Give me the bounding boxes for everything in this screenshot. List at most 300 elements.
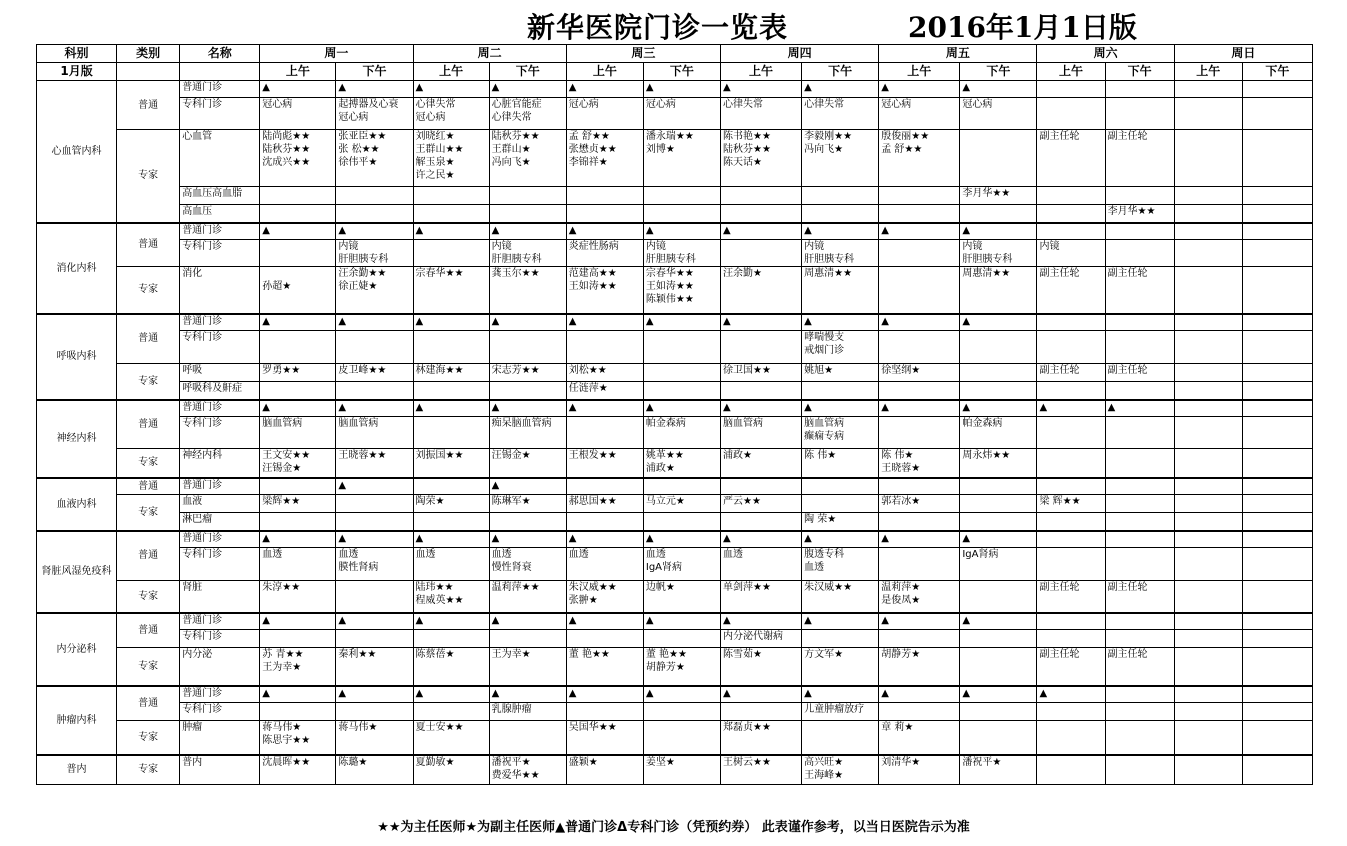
schedule-cell bbox=[336, 630, 413, 648]
schedule-cell bbox=[336, 513, 413, 531]
schedule-cell bbox=[1174, 478, 1242, 495]
schedule-cell: 汪锡金★ bbox=[489, 449, 566, 478]
schedule-cell: 梁辉★★ bbox=[260, 495, 336, 513]
schedule-cell bbox=[879, 267, 960, 314]
schedule-cell: ▲ bbox=[643, 314, 720, 331]
schedule-cell: 郝思国★★ bbox=[566, 495, 643, 513]
schedule-cell: 罗勇★★ bbox=[260, 364, 336, 382]
schedule-cell bbox=[1037, 81, 1105, 98]
department-cell: 肾脏风湿免疫科 bbox=[37, 531, 117, 613]
schedule-cell: 陈 伟★ bbox=[802, 449, 879, 478]
schedule-cell bbox=[1242, 205, 1312, 223]
header-pm: 下午 bbox=[960, 63, 1037, 81]
clinic-name-cell: 神经内科 bbox=[180, 449, 260, 478]
schedule-cell: 冠心病 bbox=[566, 98, 643, 130]
category-cell: 专家 bbox=[117, 581, 180, 613]
schedule-cell bbox=[643, 331, 720, 364]
schedule-cell: 内镜 肝胆胰专科 bbox=[802, 240, 879, 267]
schedule-cell bbox=[1037, 314, 1105, 331]
department-cell: 肿瘤内科 bbox=[37, 686, 117, 755]
table-row bbox=[37, 267, 1313, 314]
schedule-cell bbox=[1174, 223, 1242, 240]
schedule-cell: 副主任轮 bbox=[1037, 581, 1105, 613]
schedule-cell: 内镜 肝胆胰专科 bbox=[643, 240, 720, 267]
schedule-cell bbox=[1174, 98, 1242, 130]
schedule-cell: ▲ bbox=[260, 314, 336, 331]
header-row-days bbox=[37, 45, 1313, 63]
table-row bbox=[37, 449, 1313, 478]
schedule-cell: ▲ bbox=[566, 81, 643, 98]
schedule-cell bbox=[1105, 755, 1174, 785]
schedule-cell: IgA肾病 bbox=[960, 548, 1037, 581]
schedule-cell: 炎症性肠病 bbox=[566, 240, 643, 267]
schedule-cell bbox=[879, 417, 960, 449]
header-day-sat: 周六 bbox=[1037, 45, 1174, 63]
clinic-name-cell: 淋巴瘤 bbox=[180, 513, 260, 531]
table-row bbox=[37, 382, 1313, 400]
schedule-cell bbox=[1242, 331, 1312, 364]
schedule-cell: 汪余勤★ bbox=[721, 267, 802, 314]
department-cell: 呼吸内科 bbox=[37, 314, 117, 400]
category-cell: 普通 bbox=[117, 314, 180, 364]
schedule-cell: 副主任轮 bbox=[1105, 364, 1174, 382]
clinic-name-cell: 普通门诊 bbox=[180, 531, 260, 548]
schedule-cell bbox=[260, 630, 336, 648]
header-empty bbox=[180, 63, 260, 81]
schedule-cell: ▲ bbox=[802, 400, 879, 417]
schedule-cell bbox=[879, 548, 960, 581]
schedule-cell: 朱汉威★★ 张翀★ bbox=[566, 581, 643, 613]
schedule-cell bbox=[336, 581, 413, 613]
header-am: 上午 bbox=[721, 63, 802, 81]
schedule-cell: 蒋马伟★ bbox=[336, 721, 413, 755]
schedule-cell bbox=[413, 478, 489, 495]
schedule-cell bbox=[1174, 187, 1242, 205]
schedule-cell: ▲ bbox=[879, 400, 960, 417]
clinic-name-cell: 普通门诊 bbox=[180, 400, 260, 417]
schedule-cell bbox=[1242, 130, 1312, 187]
schedule-cell bbox=[643, 205, 720, 223]
page-title bbox=[0, 2, 1347, 42]
schedule-cell bbox=[1242, 81, 1312, 98]
category-cell: 专家 bbox=[117, 648, 180, 686]
clinic-name-cell: 高血压 bbox=[180, 205, 260, 223]
schedule-cell: 范建高★★ 王如涛★★ bbox=[566, 267, 643, 314]
schedule-cell bbox=[1105, 495, 1174, 513]
schedule-cell: 副主任轮 bbox=[1105, 648, 1174, 686]
schedule-cell bbox=[1242, 686, 1312, 703]
table-row bbox=[37, 205, 1313, 223]
schedule-cell bbox=[1242, 755, 1312, 785]
schedule-cell: 郑磊贞★★ bbox=[721, 721, 802, 755]
schedule-cell: 内镜 肝胆胰专科 bbox=[336, 240, 413, 267]
schedule-cell: 副主任轮 bbox=[1037, 648, 1105, 686]
schedule-cell: 腹透专科 血透 bbox=[802, 548, 879, 581]
department-cell: 普内 bbox=[37, 755, 117, 785]
schedule-cell: ▲ bbox=[489, 81, 566, 98]
table-row bbox=[37, 513, 1313, 531]
schedule-cell bbox=[1242, 613, 1312, 630]
header-day-tue: 周二 bbox=[413, 45, 566, 63]
schedule-cell bbox=[1174, 267, 1242, 314]
clinic-name-cell: 肿瘤 bbox=[180, 721, 260, 755]
schedule-cell: ▲ bbox=[721, 613, 802, 630]
header-day-wed: 周三 bbox=[566, 45, 720, 63]
schedule-cell bbox=[1174, 314, 1242, 331]
schedule-cell: 皮卫峰★★ bbox=[336, 364, 413, 382]
category-cell: 普通 bbox=[117, 613, 180, 648]
schedule-cell: 沈晨晖★★ bbox=[260, 755, 336, 785]
schedule-table bbox=[36, 44, 1313, 785]
schedule-cell: ▲ bbox=[879, 81, 960, 98]
schedule-cell: 陈蔡蓓★ bbox=[413, 648, 489, 686]
schedule-cell: 方文军★ bbox=[802, 648, 879, 686]
schedule-cell: 血透 慢性肾衰 bbox=[489, 548, 566, 581]
schedule-cell: 苏 青★★ 王为幸★ bbox=[260, 648, 336, 686]
schedule-cell bbox=[802, 382, 879, 400]
clinic-name-cell: 呼吸科及鼾症 bbox=[180, 382, 260, 400]
schedule-cell bbox=[1174, 630, 1242, 648]
document-title: 新华医院门诊一览表 bbox=[527, 11, 789, 44]
schedule-cell: ▲ bbox=[721, 531, 802, 548]
schedule-cell: 陶荣★ bbox=[413, 495, 489, 513]
schedule-cell: 帕金森病 bbox=[960, 417, 1037, 449]
schedule-cell bbox=[1037, 478, 1105, 495]
schedule-cell: 陆秋芬★★ 王群山★ 冯向飞★ bbox=[489, 130, 566, 187]
header-row-sessions bbox=[37, 63, 1313, 81]
schedule-cell bbox=[413, 703, 489, 721]
schedule-cell bbox=[1105, 513, 1174, 531]
schedule-cell bbox=[1105, 331, 1174, 364]
schedule-cell: 朱汉威★★ bbox=[802, 581, 879, 613]
schedule-cell: ▲ bbox=[413, 613, 489, 630]
schedule-cell: ▲ bbox=[413, 400, 489, 417]
schedule-cell bbox=[960, 382, 1037, 400]
schedule-cell bbox=[721, 478, 802, 495]
schedule-cell bbox=[1242, 400, 1312, 417]
schedule-cell bbox=[721, 187, 802, 205]
header-pm: 下午 bbox=[1242, 63, 1312, 81]
schedule-cell bbox=[1242, 364, 1312, 382]
schedule-cell bbox=[566, 187, 643, 205]
schedule-cell: 李月华★★ bbox=[1105, 205, 1174, 223]
schedule-cell: ▲ bbox=[879, 531, 960, 548]
schedule-cell: ▲ bbox=[879, 223, 960, 240]
schedule-cell: 刘晓红★ 王群山★★ 解玉泉★ 许之民★ bbox=[413, 130, 489, 187]
schedule-cell bbox=[1174, 581, 1242, 613]
schedule-cell: ▲ bbox=[336, 81, 413, 98]
schedule-cell: 梁 辉★★ bbox=[1037, 495, 1105, 513]
schedule-cell: ▲ bbox=[960, 223, 1037, 240]
category-cell: 普通 bbox=[117, 531, 180, 581]
schedule-cell bbox=[879, 382, 960, 400]
schedule-cell bbox=[1105, 240, 1174, 267]
schedule-cell bbox=[1174, 686, 1242, 703]
clinic-name-cell: 高血压高血脂 bbox=[180, 187, 260, 205]
department-cell: 心血管内科 bbox=[37, 81, 117, 223]
schedule-cell bbox=[336, 205, 413, 223]
schedule-cell: ▲ bbox=[960, 613, 1037, 630]
schedule-cell bbox=[260, 187, 336, 205]
schedule-cell: ▲ bbox=[802, 686, 879, 703]
schedule-cell: 心律失常 bbox=[721, 98, 802, 130]
schedule-cell: ▲ bbox=[960, 531, 1037, 548]
clinic-name-cell: 普通门诊 bbox=[180, 81, 260, 98]
schedule-cell bbox=[489, 721, 566, 755]
schedule-cell bbox=[960, 495, 1037, 513]
schedule-cell: ▲ bbox=[802, 223, 879, 240]
schedule-cell: 徐坚纲★ bbox=[879, 364, 960, 382]
schedule-cell: 秦利★★ bbox=[336, 648, 413, 686]
schedule-cell: 血透 bbox=[413, 548, 489, 581]
schedule-cell bbox=[1174, 400, 1242, 417]
schedule-cell: ▲ bbox=[721, 686, 802, 703]
schedule-cell: 蒋马伟★ 陈思宇★★ bbox=[260, 721, 336, 755]
schedule-cell bbox=[1174, 548, 1242, 581]
category-cell: 普通 bbox=[117, 686, 180, 721]
schedule-cell: ▲ bbox=[489, 314, 566, 331]
schedule-cell: 刘清华★ bbox=[879, 755, 960, 785]
schedule-cell: ▲ bbox=[960, 400, 1037, 417]
schedule-cell bbox=[1105, 417, 1174, 449]
table-row bbox=[37, 400, 1313, 417]
schedule-cell: ▲ bbox=[643, 81, 720, 98]
schedule-cell bbox=[1037, 548, 1105, 581]
schedule-cell bbox=[489, 187, 566, 205]
schedule-cell bbox=[1037, 98, 1105, 130]
schedule-cell: 副主任轮 bbox=[1037, 267, 1105, 314]
schedule-cell: ▲ bbox=[879, 613, 960, 630]
schedule-cell bbox=[879, 331, 960, 364]
department-cell: 内分泌科 bbox=[37, 613, 117, 686]
clinic-name-cell: 专科门诊 bbox=[180, 417, 260, 449]
schedule-cell: ▲ bbox=[721, 223, 802, 240]
schedule-cell: ▲ bbox=[336, 686, 413, 703]
schedule-cell bbox=[643, 703, 720, 721]
schedule-cell: ▲ bbox=[260, 686, 336, 703]
schedule-cell bbox=[1105, 81, 1174, 98]
schedule-cell bbox=[413, 630, 489, 648]
clinic-name-cell: 消化 bbox=[180, 267, 260, 314]
schedule-cell: 脑血管病 bbox=[336, 417, 413, 449]
schedule-cell: ▲ bbox=[1037, 400, 1105, 417]
schedule-cell bbox=[1174, 81, 1242, 98]
table-row bbox=[37, 495, 1313, 513]
header-am: 上午 bbox=[1037, 63, 1105, 81]
table-row bbox=[37, 130, 1313, 187]
schedule-cell bbox=[566, 417, 643, 449]
schedule-cell: 乳腺肿瘤 bbox=[489, 703, 566, 721]
schedule-cell bbox=[1242, 703, 1312, 721]
schedule-cell: 宋志芳★★ bbox=[489, 364, 566, 382]
schedule-cell bbox=[336, 331, 413, 364]
schedule-cell: 章 莉★ bbox=[879, 721, 960, 755]
schedule-cell bbox=[802, 205, 879, 223]
schedule-cell: 刘松★★ bbox=[566, 364, 643, 382]
header-empty bbox=[117, 63, 180, 81]
schedule-cell: ▲ bbox=[336, 223, 413, 240]
schedule-cell bbox=[643, 630, 720, 648]
schedule-cell: 副主任轮 bbox=[1037, 130, 1105, 187]
category-cell: 专家 bbox=[117, 364, 180, 400]
schedule-cell: ▲ bbox=[802, 81, 879, 98]
schedule-cell: 血透 bbox=[566, 548, 643, 581]
schedule-cell bbox=[879, 630, 960, 648]
schedule-cell bbox=[489, 630, 566, 648]
table-row bbox=[37, 630, 1313, 648]
schedule-cell: ▲ bbox=[721, 81, 802, 98]
header-pm: 下午 bbox=[802, 63, 879, 81]
schedule-cell bbox=[643, 187, 720, 205]
schedule-cell: 冠心病 bbox=[960, 98, 1037, 130]
clinic-name-cell: 专科门诊 bbox=[180, 240, 260, 267]
schedule-cell: ▲ bbox=[336, 400, 413, 417]
schedule-cell: 心律失常 bbox=[802, 98, 879, 130]
schedule-cell bbox=[413, 382, 489, 400]
schedule-cell bbox=[260, 382, 336, 400]
header-dept: 科别 bbox=[37, 45, 117, 63]
header-pm: 下午 bbox=[489, 63, 566, 81]
category-cell: 专家 bbox=[117, 755, 180, 785]
schedule-cell: 任涟萍★ bbox=[566, 382, 643, 400]
schedule-cell: ▲ bbox=[1037, 686, 1105, 703]
schedule-cell: ▲ bbox=[413, 81, 489, 98]
schedule-cell bbox=[1242, 223, 1312, 240]
schedule-cell: ▲ bbox=[336, 531, 413, 548]
schedule-cell bbox=[1105, 478, 1174, 495]
schedule-cell: 潘永瑞★★ 刘博★ bbox=[643, 130, 720, 187]
schedule-cell: ▲ bbox=[566, 223, 643, 240]
schedule-cell: 姚旭★ bbox=[802, 364, 879, 382]
schedule-cell: ▲ bbox=[643, 613, 720, 630]
schedule-cell bbox=[1037, 703, 1105, 721]
schedule-cell: ▲ bbox=[260, 223, 336, 240]
schedule-cell bbox=[1242, 449, 1312, 478]
schedule-cell: 血透 膜性肾病 bbox=[336, 548, 413, 581]
schedule-cell: 血透 bbox=[721, 548, 802, 581]
schedule-cell: ▲ bbox=[413, 223, 489, 240]
department-cell: 神经内科 bbox=[37, 400, 117, 478]
header-name: 名称 bbox=[180, 45, 260, 63]
schedule-cell: ▲ bbox=[643, 223, 720, 240]
schedule-cell bbox=[336, 495, 413, 513]
table-row bbox=[37, 686, 1313, 703]
schedule-cell bbox=[1242, 417, 1312, 449]
schedule-cell: 张亚臣★★ 张 松★★ 徐伟平★ bbox=[336, 130, 413, 187]
clinic-name-cell: 肾脏 bbox=[180, 581, 260, 613]
schedule-cell: 高兴旺★ 王海峰★ bbox=[802, 755, 879, 785]
schedule-cell bbox=[489, 513, 566, 531]
schedule-cell: 夏士安★★ bbox=[413, 721, 489, 755]
schedule-cell: 陆玮★★ 程威英★★ bbox=[413, 581, 489, 613]
schedule-cell bbox=[1174, 240, 1242, 267]
schedule-cell: 心律失常 冠心病 bbox=[413, 98, 489, 130]
schedule-cell bbox=[1242, 581, 1312, 613]
schedule-cell bbox=[1174, 513, 1242, 531]
schedule-cell: 王晓蓉★★ bbox=[336, 449, 413, 478]
version-label: 2016年1月1日版 bbox=[908, 11, 1137, 44]
schedule-cell bbox=[1242, 314, 1312, 331]
schedule-cell bbox=[1174, 613, 1242, 630]
schedule-cell bbox=[643, 721, 720, 755]
schedule-cell bbox=[413, 513, 489, 531]
schedule-cell bbox=[1105, 613, 1174, 630]
table-row bbox=[37, 331, 1313, 364]
schedule-cell: 陈书艳★★ 陆秋芬★★ 陈天话★ bbox=[721, 130, 802, 187]
schedule-cell: 冠心病 bbox=[260, 98, 336, 130]
table-row bbox=[37, 721, 1313, 755]
schedule-cell: ▲ bbox=[960, 686, 1037, 703]
schedule-cell bbox=[1174, 364, 1242, 382]
schedule-cell bbox=[1037, 513, 1105, 531]
schedule-cell bbox=[566, 703, 643, 721]
table-row bbox=[37, 613, 1313, 630]
clinic-name-cell: 普通门诊 bbox=[180, 686, 260, 703]
schedule-cell: 董 艳★★ bbox=[566, 648, 643, 686]
schedule-cell: 周永炜★★ bbox=[960, 449, 1037, 478]
schedule-cell bbox=[1174, 449, 1242, 478]
schedule-cell: ▲ bbox=[802, 531, 879, 548]
department-cell: 消化内科 bbox=[37, 223, 117, 314]
schedule-cell: 孙超★ bbox=[260, 267, 336, 314]
schedule-cell: ▲ bbox=[413, 314, 489, 331]
schedule-cell bbox=[1037, 755, 1105, 785]
schedule-cell: 内分泌代谢病 bbox=[721, 630, 802, 648]
schedule-cell: ▲ bbox=[721, 314, 802, 331]
schedule-cell bbox=[413, 240, 489, 267]
schedule-cell bbox=[260, 205, 336, 223]
schedule-cell: 姚革★★ 浦政★ bbox=[643, 449, 720, 478]
schedule-cell: 盛颖★ bbox=[566, 755, 643, 785]
header-am: 上午 bbox=[1174, 63, 1242, 81]
schedule-cell: ▲ bbox=[566, 686, 643, 703]
schedule-cell bbox=[1174, 417, 1242, 449]
schedule-cell: 副主任轮 bbox=[1037, 364, 1105, 382]
schedule-cell: ▲ bbox=[566, 613, 643, 630]
schedule-cell bbox=[1242, 98, 1312, 130]
schedule-cell bbox=[1174, 755, 1242, 785]
schedule-cell bbox=[960, 130, 1037, 187]
schedule-cell: 哮喘慢支 戒烟门诊 bbox=[802, 331, 879, 364]
schedule-cell bbox=[413, 187, 489, 205]
schedule-cell: 徐卫国★★ bbox=[721, 364, 802, 382]
schedule-cell: 陈璐★ bbox=[336, 755, 413, 785]
schedule-cell bbox=[1242, 382, 1312, 400]
clinic-name-cell: 普通门诊 bbox=[180, 223, 260, 240]
category-cell: 专家 bbox=[117, 721, 180, 755]
category-cell: 普通 bbox=[117, 478, 180, 495]
schedule-cell: 宗春华★★ 王如涛★★ 陈颖伟★★ bbox=[643, 267, 720, 314]
schedule-cell: ▲ bbox=[489, 613, 566, 630]
schedule-cell bbox=[1037, 417, 1105, 449]
header-pm: 下午 bbox=[1105, 63, 1174, 81]
schedule-cell bbox=[1174, 130, 1242, 187]
schedule-cell bbox=[1242, 548, 1312, 581]
schedule-cell: ▲ bbox=[1105, 400, 1174, 417]
schedule-cell: 陆尚彪★★ 陆秋芬★★ 沈成兴★★ bbox=[260, 130, 336, 187]
header-day-fri: 周五 bbox=[879, 45, 1037, 63]
clinic-name-cell: 心血管 bbox=[180, 130, 260, 187]
schedule-cell: ▲ bbox=[566, 400, 643, 417]
schedule-cell: 起搏器及心衰 冠心病 bbox=[336, 98, 413, 130]
schedule-cell bbox=[879, 187, 960, 205]
schedule-cell bbox=[1174, 703, 1242, 721]
schedule-cell: 边帆★ bbox=[643, 581, 720, 613]
table-row bbox=[37, 240, 1313, 267]
schedule-cell bbox=[960, 364, 1037, 382]
schedule-cell: 林建海★★ bbox=[413, 364, 489, 382]
schedule-cell bbox=[260, 478, 336, 495]
